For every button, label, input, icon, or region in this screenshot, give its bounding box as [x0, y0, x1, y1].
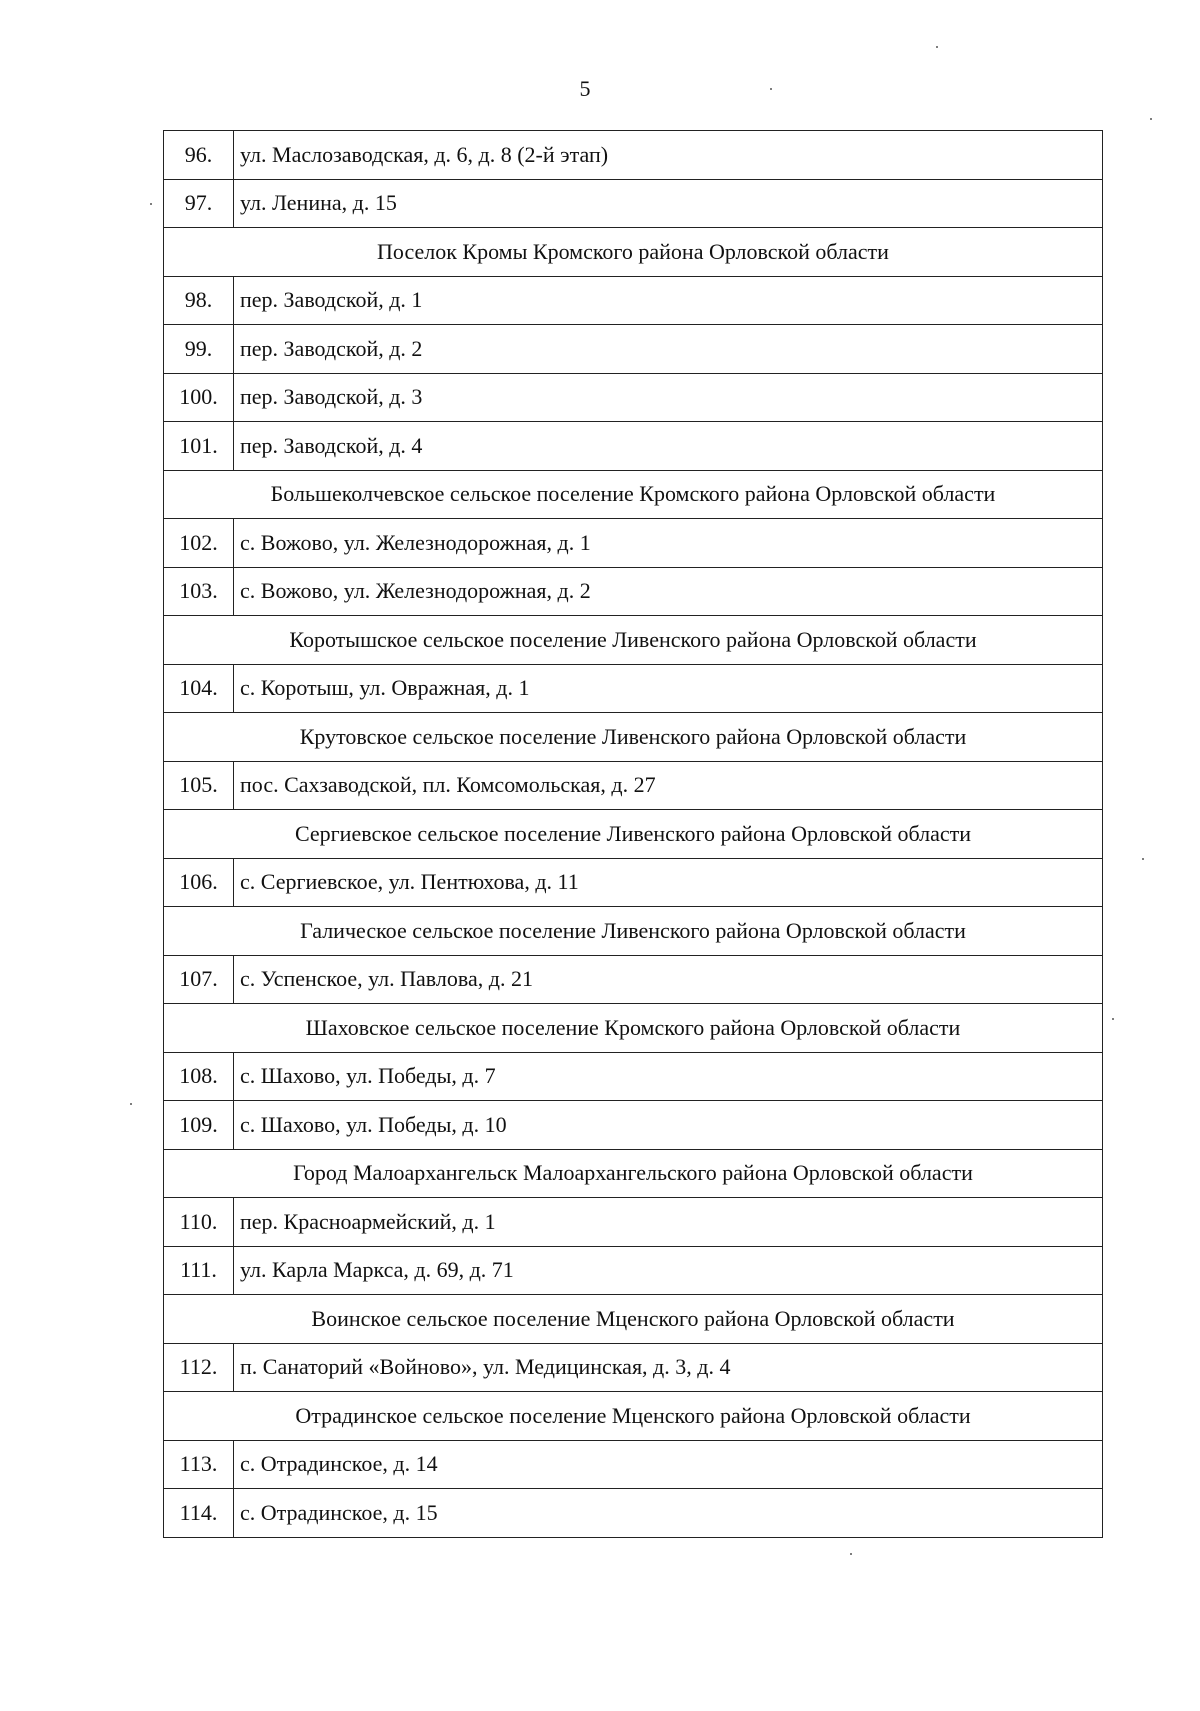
- address-cell: пос. Сахзаводской, пл. Комсомольская, д. 27: [234, 761, 1103, 810]
- table-row: [164, 325, 1103, 374]
- table-row: [164, 1101, 1103, 1150]
- address-cell: пер. Красноармейский, д. 1: [234, 1198, 1103, 1247]
- section-header-row: [164, 1004, 1103, 1053]
- section-title: Поселок Кромы Кромского района Орловской области: [164, 228, 1103, 277]
- address-table-body: [164, 131, 1103, 1538]
- address-cell: с. Вожово, ул. Железнодорожная, д. 1: [234, 519, 1103, 568]
- section-header-row: [164, 1149, 1103, 1198]
- address-cell: с. Отрадинское, д. 15: [234, 1489, 1103, 1538]
- section-title: Галическое сельское поселение Ливенского района Орловской области: [164, 907, 1103, 956]
- row-number: 100.: [164, 373, 234, 422]
- table-row: [164, 1198, 1103, 1247]
- row-number: 106.: [164, 858, 234, 907]
- section-header-row: [164, 907, 1103, 956]
- section-title: Воинское сельское поселение Мценского района Орловской области: [164, 1295, 1103, 1344]
- scan-speck: [150, 203, 152, 205]
- section-title: Отрадинское сельское поселение Мценского района Орловской области: [164, 1392, 1103, 1441]
- table-row: [164, 858, 1103, 907]
- table-row: [164, 761, 1103, 810]
- scan-speck: [130, 1103, 132, 1105]
- section-header-row: [164, 470, 1103, 519]
- scan-speck: [770, 88, 772, 90]
- table-row: [164, 131, 1103, 180]
- page-number: 5: [579, 76, 591, 101]
- table-row: [164, 664, 1103, 713]
- section-title: Крутовское сельское поселение Ливенского района Орловской области: [164, 713, 1103, 762]
- row-number: 97.: [164, 179, 234, 228]
- address-table: [163, 130, 1103, 1538]
- scan-speck: [1142, 858, 1144, 860]
- row-number: 99.: [164, 325, 234, 374]
- address-cell: с. Отрадинское, д. 14: [234, 1440, 1103, 1489]
- section-header-row: [164, 1392, 1103, 1441]
- table-row: [164, 1052, 1103, 1101]
- address-cell: п. Санаторий «Войново», ул. Медицинская, д. 3, д. 4: [234, 1343, 1103, 1392]
- table-row: [164, 519, 1103, 568]
- address-cell: с. Сергиевское, ул. Пентюхова, д. 11: [234, 858, 1103, 907]
- section-header-row: [164, 713, 1103, 762]
- scan-speck: [1150, 118, 1152, 120]
- address-cell: с. Коротыш, ул. Овражная, д. 1: [234, 664, 1103, 713]
- table-row: [164, 276, 1103, 325]
- table-row: [164, 567, 1103, 616]
- row-number: 112.: [164, 1343, 234, 1392]
- section-title: Коротышское сельское поселение Ливенского района Орловской области: [164, 616, 1103, 665]
- table-row: [164, 373, 1103, 422]
- row-number: 109.: [164, 1101, 234, 1150]
- row-number: 114.: [164, 1489, 234, 1538]
- row-number: 110.: [164, 1198, 234, 1247]
- row-number: 107.: [164, 955, 234, 1004]
- row-number: 102.: [164, 519, 234, 568]
- section-title: Город Малоархангельск Малоархангельского района Орловской области: [164, 1149, 1103, 1198]
- address-cell: пер. Заводской, д. 2: [234, 325, 1103, 374]
- section-header-row: [164, 1295, 1103, 1344]
- row-number: 98.: [164, 276, 234, 325]
- address-cell: с. Шахово, ул. Победы, д. 10: [234, 1101, 1103, 1150]
- address-cell: с. Шахово, ул. Победы, д. 7: [234, 1052, 1103, 1101]
- row-number: 108.: [164, 1052, 234, 1101]
- section-header-row: [164, 810, 1103, 859]
- table-row: [164, 1440, 1103, 1489]
- table-row: [164, 422, 1103, 471]
- section-title: Сергиевское сельское поселение Ливенского района Орловской области: [164, 810, 1103, 859]
- row-number: 113.: [164, 1440, 234, 1489]
- address-cell: ул. Маслозаводская, д. 6, д. 8 (2-й этап): [234, 131, 1103, 180]
- row-number: 103.: [164, 567, 234, 616]
- address-cell: пер. Заводской, д. 3: [234, 373, 1103, 422]
- section-title: Шаховское сельское поселение Кромского района Орловской области: [164, 1004, 1103, 1053]
- row-number: 111.: [164, 1246, 234, 1295]
- row-number: 104.: [164, 664, 234, 713]
- section-header-row: [164, 616, 1103, 665]
- table-row: [164, 1343, 1103, 1392]
- table-row: [164, 1246, 1103, 1295]
- address-cell: с. Вожово, ул. Железнодорожная, д. 2: [234, 567, 1103, 616]
- address-cell: ул. Карла Маркса, д. 69, д. 71: [234, 1246, 1103, 1295]
- section-header-row: [164, 228, 1103, 277]
- scan-speck: [1112, 1018, 1114, 1020]
- row-number: 101.: [164, 422, 234, 471]
- address-cell: ул. Ленина, д. 15: [234, 179, 1103, 228]
- row-number: 105.: [164, 761, 234, 810]
- table-row: [164, 179, 1103, 228]
- address-cell: с. Успенское, ул. Павлова, д. 21: [234, 955, 1103, 1004]
- table-row: [164, 1489, 1103, 1538]
- scan-speck: [936, 46, 938, 48]
- row-number: 96.: [164, 131, 234, 180]
- scan-speck: [850, 1553, 852, 1555]
- address-cell: пер. Заводской, д. 1: [234, 276, 1103, 325]
- address-cell: пер. Заводской, д. 4: [234, 422, 1103, 471]
- table-row: [164, 955, 1103, 1004]
- section-title: Большеколчевское сельское поселение Кромского района Орловской области: [164, 470, 1103, 519]
